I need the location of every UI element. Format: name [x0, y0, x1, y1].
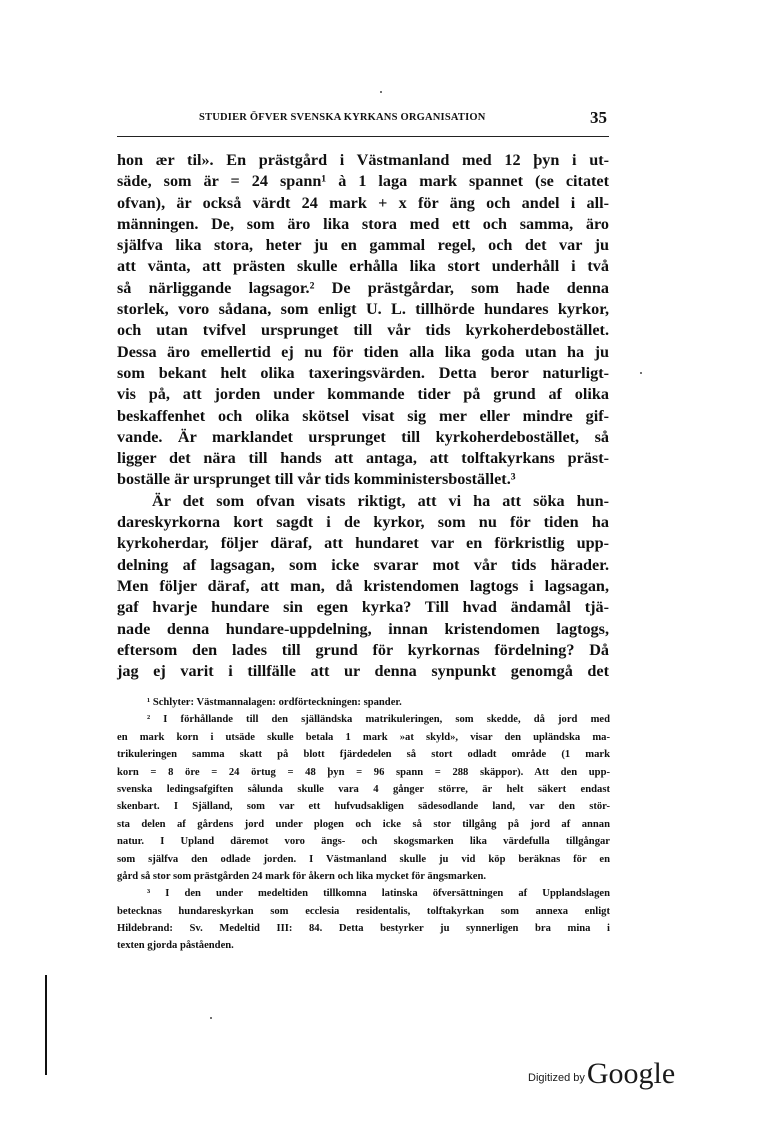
text-line: beskaffenhet och olika skötsel visat sig mer eller mindre gif-: [117, 406, 609, 425]
text-line: att vänta, att prästen skulle erhålla lika stort underhåll i två: [117, 257, 609, 276]
text-line: kyrkoherdar, följer däraf, att hundaret var en förkristlig upp-: [117, 534, 609, 553]
footnote-line: texten gjorda påståenden.: [117, 940, 234, 952]
digitized-watermark: [528, 1052, 675, 1092]
footnote-line: som själfva den odlade jorden. I Västmanland skulle ju vid köp beräknas för en: [117, 853, 610, 865]
google-logo: Google: [586, 1057, 676, 1090]
digitized-by-text: Digitized by: [528, 1072, 585, 1084]
text-line: jag ej varit i tillfälle att ur denna synpunkt genomgå det: [117, 662, 609, 681]
text-line: männingen. De, som äro lika stora med ett och samma, äro: [117, 214, 609, 233]
text-line: Är det som ofvan visats riktigt, att vi ha att söka hun-: [152, 491, 609, 510]
text-line: eftersom den lades till grund för kyrkornas fördelning? Då: [117, 640, 609, 659]
text-line: hon ær til». En prästgård i Västmanland med 12 þyn i ut-: [117, 151, 609, 169]
text-line: Men följer däraf, att man, då kristendomen lagtogs i lagsagan,: [117, 576, 609, 595]
scan-speck: [640, 372, 642, 374]
footnote-line: trikuleringen samma skatt på blott fjärdedelen så stort odladt område (1 mark: [117, 749, 610, 761]
text-line: Dessa äro emellertid ej nu för tiden alla lika goda utan ha ju: [117, 342, 609, 361]
text-line: och utan tvifvel ursprunget till vår tids kyrkoherdebostället.: [117, 321, 609, 340]
text-line: vande. Är marklandet ursprunget till kyrkoherdebostället, så: [117, 427, 609, 446]
footnote-line: ¹ Schlyter: Västmannalagen: ordförteckningen: spander.: [147, 697, 402, 708]
scan-speck: [210, 1017, 212, 1019]
footnote-line: betecknas hundareskyrkan som ecclesia residentalis, tolftakyrkan som annexa enligt: [117, 905, 610, 917]
text-line: vis på, att jorden under kommande tider på grund af olika: [117, 385, 609, 404]
text-line: dareskyrkorna kort sagdt i de kyrkor, som nu för tiden ha: [117, 513, 609, 532]
scan-margin-mark: [45, 975, 47, 1075]
footnote-line: korn = 8 öre = 24 örtug = 48 þyn = 96 spann = 288 skäppor). Att den upp-: [117, 766, 610, 778]
text-line: som bekant helt olika taxeringsvärden. Detta beror naturligt-: [117, 363, 609, 382]
text-line: ligger det nära till hands att antaga, att tolftakyrkans präst-: [117, 449, 609, 468]
text-line: storlek, voro sådana, som enligt U. L. tillhörde hundares kyrkor,: [117, 300, 609, 319]
footnote-line: ² I förhållande till den själländska matrikuleringen, som skedde, då jord med: [147, 714, 610, 726]
text-line: ofvan), är också värdt 24 mark + x för äng och andel i all-: [117, 193, 609, 212]
body-text: [117, 150, 609, 682]
footnote-line: skenbart. I Själland, som var ett hufvudsakligen sädesodlande land, var den stör-: [117, 801, 610, 813]
footnotes: [117, 694, 610, 955]
text-line: själfva lika stora, heter ju en gammal regel, och det var ju: [117, 236, 609, 255]
footnote-line: ³ I den under medeltiden tillkomna latinska öfversättningen af Upplandslagen: [147, 888, 610, 900]
text-line: gaf hvarje hundare sin egen kyrka? Till hvad ändamål tjä-: [117, 598, 609, 617]
text-line: så närliggande lagsagor.² De prästgårdar, som hade denna: [117, 278, 609, 297]
page-number: 35: [590, 108, 607, 127]
text-line: delning af lagsagan, som icke svarar mot vår tids härader.: [117, 555, 609, 574]
running-title: STUDIER ÖFVER SVENSKA KYRKANS ORGANISATION: [199, 112, 486, 123]
footnote-line: en mark korn i utsäde skulle betala 1 mark »at skyld», visar den upländska ma-: [117, 731, 610, 743]
scan-speck: [380, 91, 382, 93]
text-line: nade denna hundare-uppdelning, innan kristendomen lagtogs,: [117, 619, 609, 638]
text-line: säde, som är = 24 spann¹ à 1 laga mark spannet (se citatet: [117, 172, 609, 191]
footnote-line: natur. I Upland däremot voro ängs- och skogsmarken lika värdefulla tillgångar: [117, 836, 610, 848]
footnote-line: sta delen af gårdens jord under plogen och icke så stor tillgång på jord af annan: [117, 818, 610, 830]
footnote-line: svenska ledingsafgiften sålunda skulle vara 4 gånger större, är helt säkert endast: [117, 783, 610, 795]
running-header: [117, 108, 609, 137]
footnote-line: Hildebrand: Sv. Medeltid III: 84. Detta bestyrker ju synnerligen bra mina i: [117, 923, 610, 935]
footnote-line: gård så stor som prästgården 24 mark för åkern och lika mycket för ängsmarken.: [117, 870, 487, 882]
text-line: boställe är ursprunget till vår tids komministersbostället.³: [117, 470, 516, 489]
